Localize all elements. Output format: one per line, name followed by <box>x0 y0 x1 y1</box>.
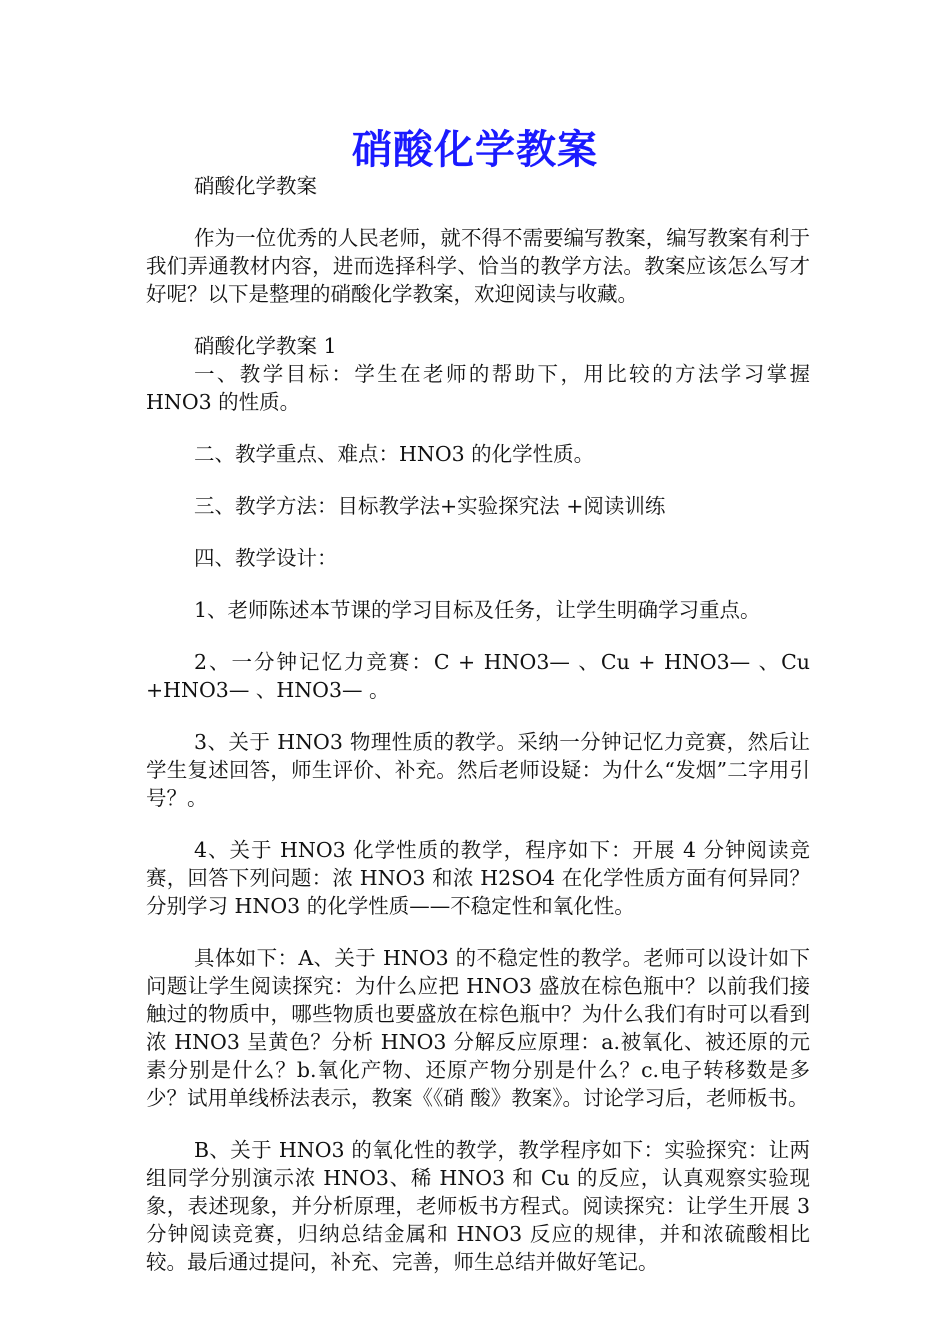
paragraph-step-1: 1、老师陈述本节课的学习目标及任务，让学生明确学习重点。 <box>194 598 761 622</box>
paragraph-intro: 作为一位优秀的人民老师，就不得不需要编写教案，编写教案有利于我们弄通教材内容，进而选择科学、恰当的教学方法。教案应该怎么写才好呢？以下是整理的硝酸化学教案，欢迎阅读与收藏。 <box>146 226 810 306</box>
paragraph-methods: 三、教学方法：目标教学法+实验探究法 +阅读训练 <box>194 494 666 518</box>
paragraph-detail-a: 具体如下：A、关于 HNO3 的不稳定性的教学。老师可以设计如下问题让学生阅读探究：为什么应把 HNO3 盛放在棕色瓶中？以前我们接触过的物质中，哪些物质也要盛放在棕色瓶中？为什么我们有时可以看到浓 HNO3 呈黄色？分析 HNO3 分解反应原理：a.被氧化、被还原的元素分别是什么？b.氧化产物、还原产物分别是什么？c.电子转移数是多少？试用单线桥法表示，教案《《硝 酸》教案》。讨论学习后，老师板书。 <box>146 946 810 1110</box>
paragraph-design: 四、教学设计： <box>194 546 338 570</box>
paragraph-subtitle: 硝酸化学教案 <box>194 174 317 198</box>
paragraph-step-3: 3、关于 HNO3 物理性质的教学。采纳一分钟记忆力竞赛，然后让学生复述回答，师生评价、补充。然后老师设疑：为什么“发烟”二字用引号？。 <box>146 730 810 810</box>
paragraph-step-4: 4、关于 HNO3 化学性质的教学，程序如下：开展 4 分钟阅读竞赛，回答下列问题：浓 HNO3 和浓 H2SO4 在化学性质方面有何异同？分别学习 HNO3 的化学性质——不稳定性和氧化性。 <box>146 838 810 918</box>
paragraph-goals: 一、教学目标：学生在老师的帮助下，用比较的方法学习掌握 HNO3 的性质。 <box>146 362 810 414</box>
paragraph-section-heading: 硝酸化学教案 1 <box>194 334 337 358</box>
document-body <box>146 172 810 1300</box>
paragraph-detail-b: B、关于 HNO3 的氧化性的教学，教学程序如下：实验探究：让两组同学分别演示浓 HNO3、稀 HNO3 和 Cu 的反应，认真观察实验现象，表述现象，并分析原理，老师板书方程式。阅读探究：让学生开展 3 分钟阅读竞赛，归纳总结金属和 HNO3 反应的规律，并和浓硫酸相比较。最后通过提问，补充、完善，师生总结并做好笔记。 <box>146 1138 810 1274</box>
paragraph-key-points: 二、教学重点、难点：HNO3 的化学性质。 <box>194 442 595 466</box>
document-title: 硝酸化学教案 <box>352 126 598 173</box>
paragraph-step-2: 2、一分钟记忆力竞赛：C + HNO3— 、Cu + HNO3— 、Cu +HNO3— 、HNO3— 。 <box>146 650 810 702</box>
